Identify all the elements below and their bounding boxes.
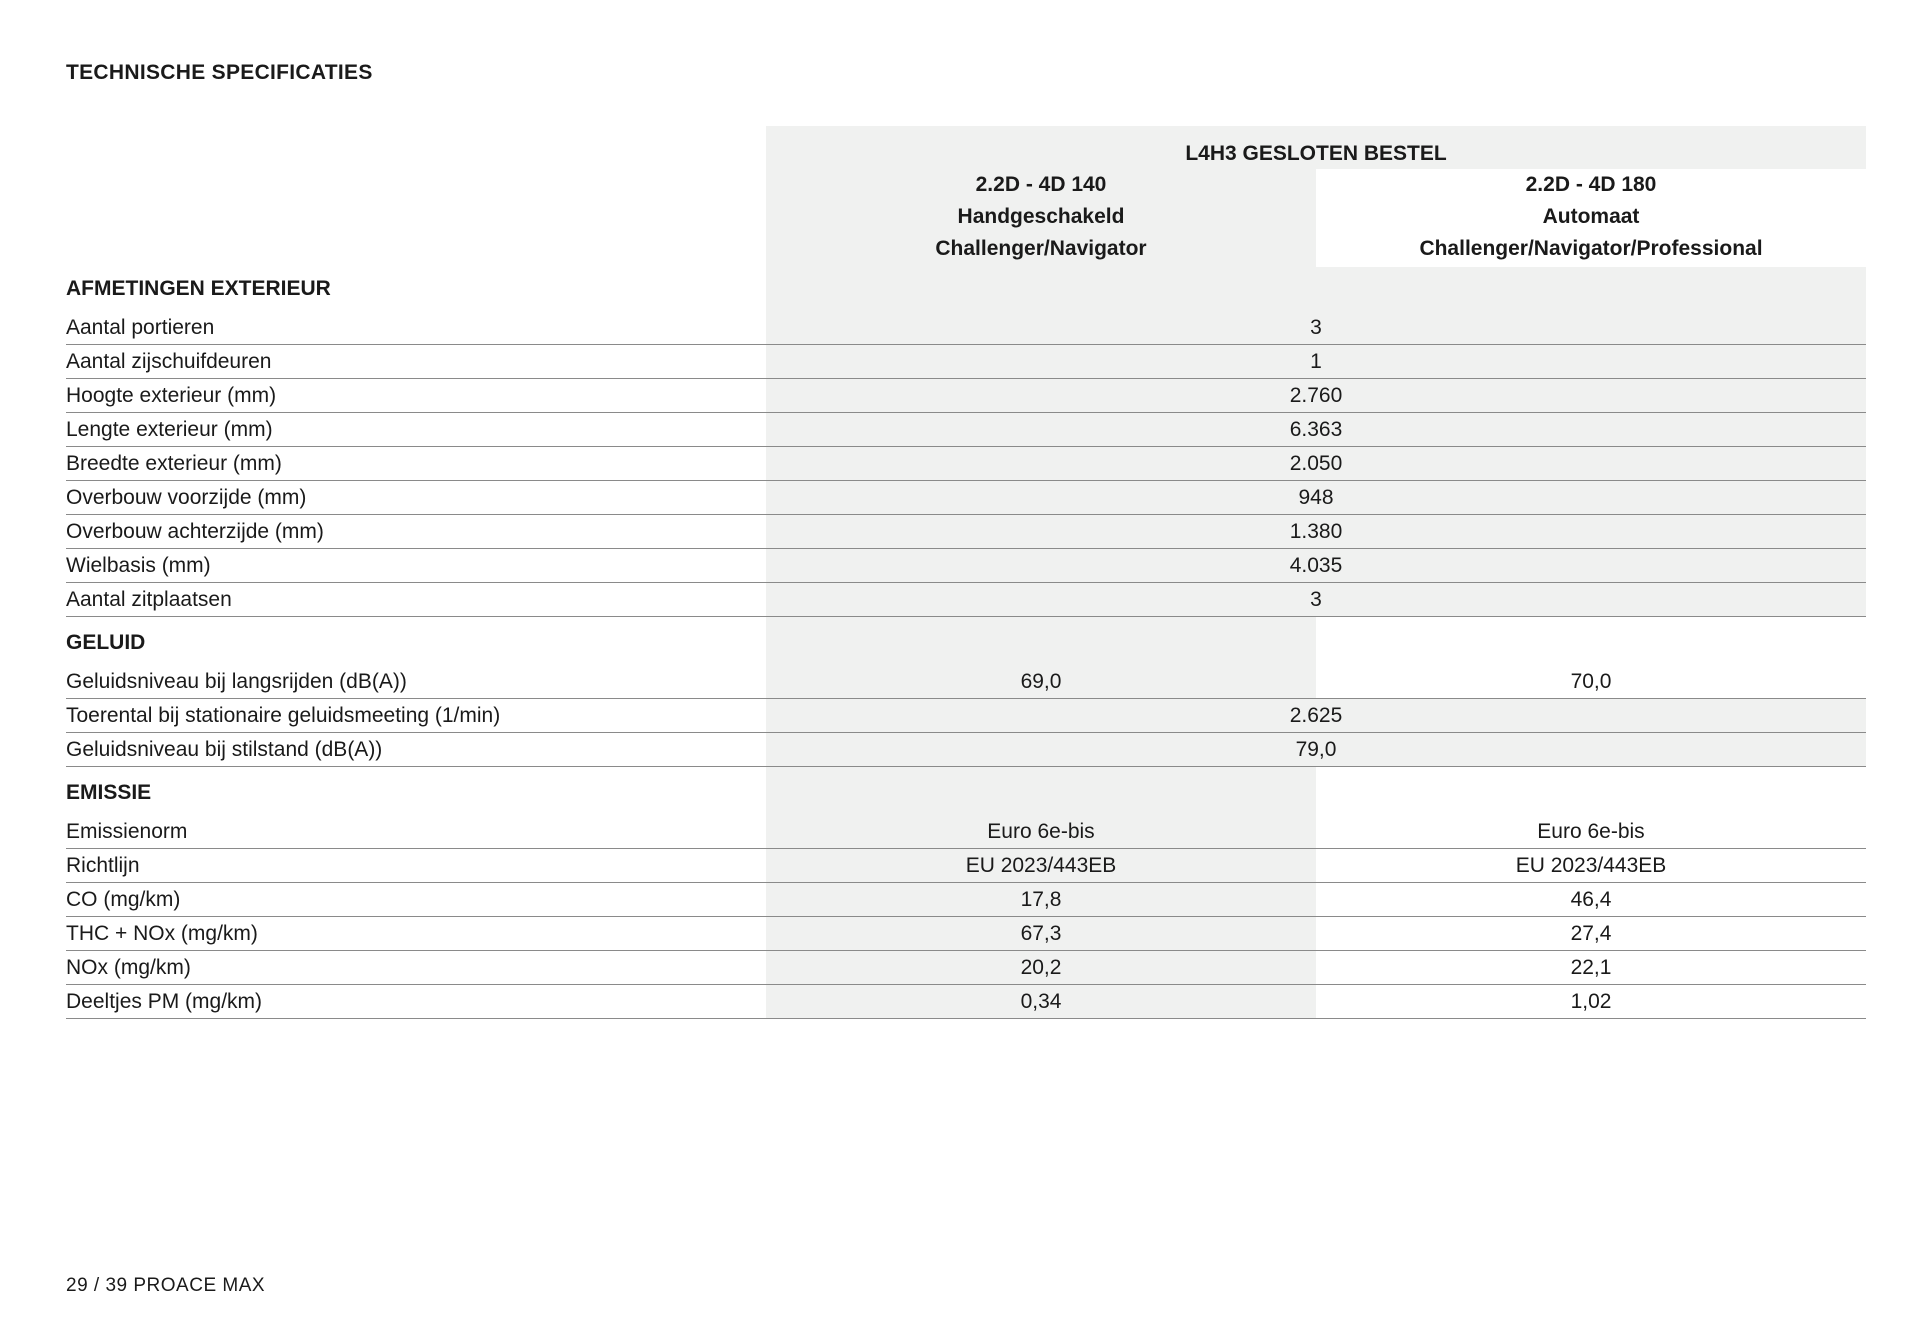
table-row [66,345,1866,379]
row-value-col2: 46,4 [1570,888,1612,911]
section-header-emissie [66,767,1866,815]
table-row [66,985,1866,1019]
row-label: CO (mg/km) [66,888,181,911]
row-label: Aantal zijschuifdeuren [66,350,272,373]
row-value-col1: Euro 6e-bis [766,815,1316,849]
section-title: AFMETINGEN EXTERIEUR [66,277,331,300]
table-row [66,311,1866,345]
row-label: Aantal portieren [66,316,215,339]
row-value-col2: EU 2023/443EB [1515,854,1667,877]
row-value: 2.050 [766,447,1866,481]
table-row [66,733,1866,767]
row-value-col1: 20,2 [766,951,1316,985]
page-title: TECHNISCHE SPECIFICATIES [66,61,373,84]
row-value: 2.625 [766,699,1866,733]
row-label: Breedte exterieur (mm) [66,452,282,475]
row-label: NOx (mg/km) [66,956,191,979]
table-row [66,583,1866,617]
column-header-2-trims: Challenger/Navigator/Professional [1419,237,1763,260]
group-header: L4H3 GESLOTEN BESTEL [766,126,1866,169]
row-value-col2: 70,0 [1570,670,1612,693]
row-label: Overbouw achterzijde (mm) [66,520,324,543]
section-title: EMISSIE [66,781,152,804]
row-value-col2: 22,1 [1570,956,1612,979]
group-header-row [66,126,1866,169]
page-footer: 29 / 39 PROACE MAX [66,1275,266,1296]
table-row [66,951,1866,985]
row-label: Geluidsniveau bij langsrijden (dB(A)) [66,670,407,693]
column-header-2-engine: 2.2D - 4D 180 [1525,173,1657,196]
row-value: 6.363 [766,413,1866,447]
row-value: 1 [766,345,1866,379]
table-row [66,481,1866,515]
row-value-col2: Euro 6e-bis [1537,820,1645,843]
row-label: Emissienorm [66,820,188,843]
section-header-afmetingen [66,267,1866,311]
table-row [66,549,1866,583]
row-label: Geluidsniveau bij stilstand (dB(A)) [66,738,383,761]
row-label: THC + NOx (mg/km) [66,922,258,945]
table-row [66,699,1866,733]
table-row [66,413,1866,447]
row-value-col2: 27,4 [1570,922,1612,945]
column-header-2 [1316,169,1866,267]
row-label: Deeltjes PM (mg/km) [66,990,263,1013]
column-header-row [66,169,1866,267]
table-row [66,665,1866,699]
row-value-col2: 1,02 [1570,990,1612,1013]
row-label: Wielbasis (mm) [66,554,211,577]
column-header-1-trims: Challenger/Navigator [935,237,1147,260]
row-label: Toerental bij stationaire geluidsmeeting (1/min) [66,704,501,727]
section-title: GELUID [66,631,146,654]
row-value: 948 [766,481,1866,515]
row-value-col1: EU 2023/443EB [766,849,1316,883]
row-value: 79,0 [766,733,1866,767]
row-label: Aantal zitplaatsen [66,588,232,611]
row-value-col1: 67,3 [766,917,1316,951]
table-row [66,515,1866,549]
column-header-1-engine: 2.2D - 4D 140 [975,173,1107,196]
row-value-col1: 0,34 [766,985,1316,1019]
row-value-col1: 69,0 [766,665,1316,699]
table-row [66,815,1866,849]
table-row [66,379,1866,413]
row-value-col1: 17,8 [766,883,1316,917]
table-row [66,849,1866,883]
row-label: Overbouw voorzijde (mm) [66,486,307,509]
section-header-geluid [66,617,1866,665]
row-value: 4.035 [766,549,1866,583]
row-label: Lengte exterieur (mm) [66,418,273,441]
row-value: 2.760 [766,379,1866,413]
row-value: 3 [766,311,1866,345]
row-value: 3 [766,583,1866,617]
table-row [66,917,1866,951]
column-header-1-transmission: Handgeschakeld [957,205,1125,228]
spec-table [66,126,1866,1019]
column-header-2-transmission: Automaat [1542,205,1640,228]
row-value: 1.380 [766,515,1866,549]
row-label: Richtlijn [66,854,140,877]
table-row [66,447,1866,481]
table-row [66,883,1866,917]
row-label: Hoogte exterieur (mm) [66,384,277,407]
column-header-1 [766,169,1316,267]
